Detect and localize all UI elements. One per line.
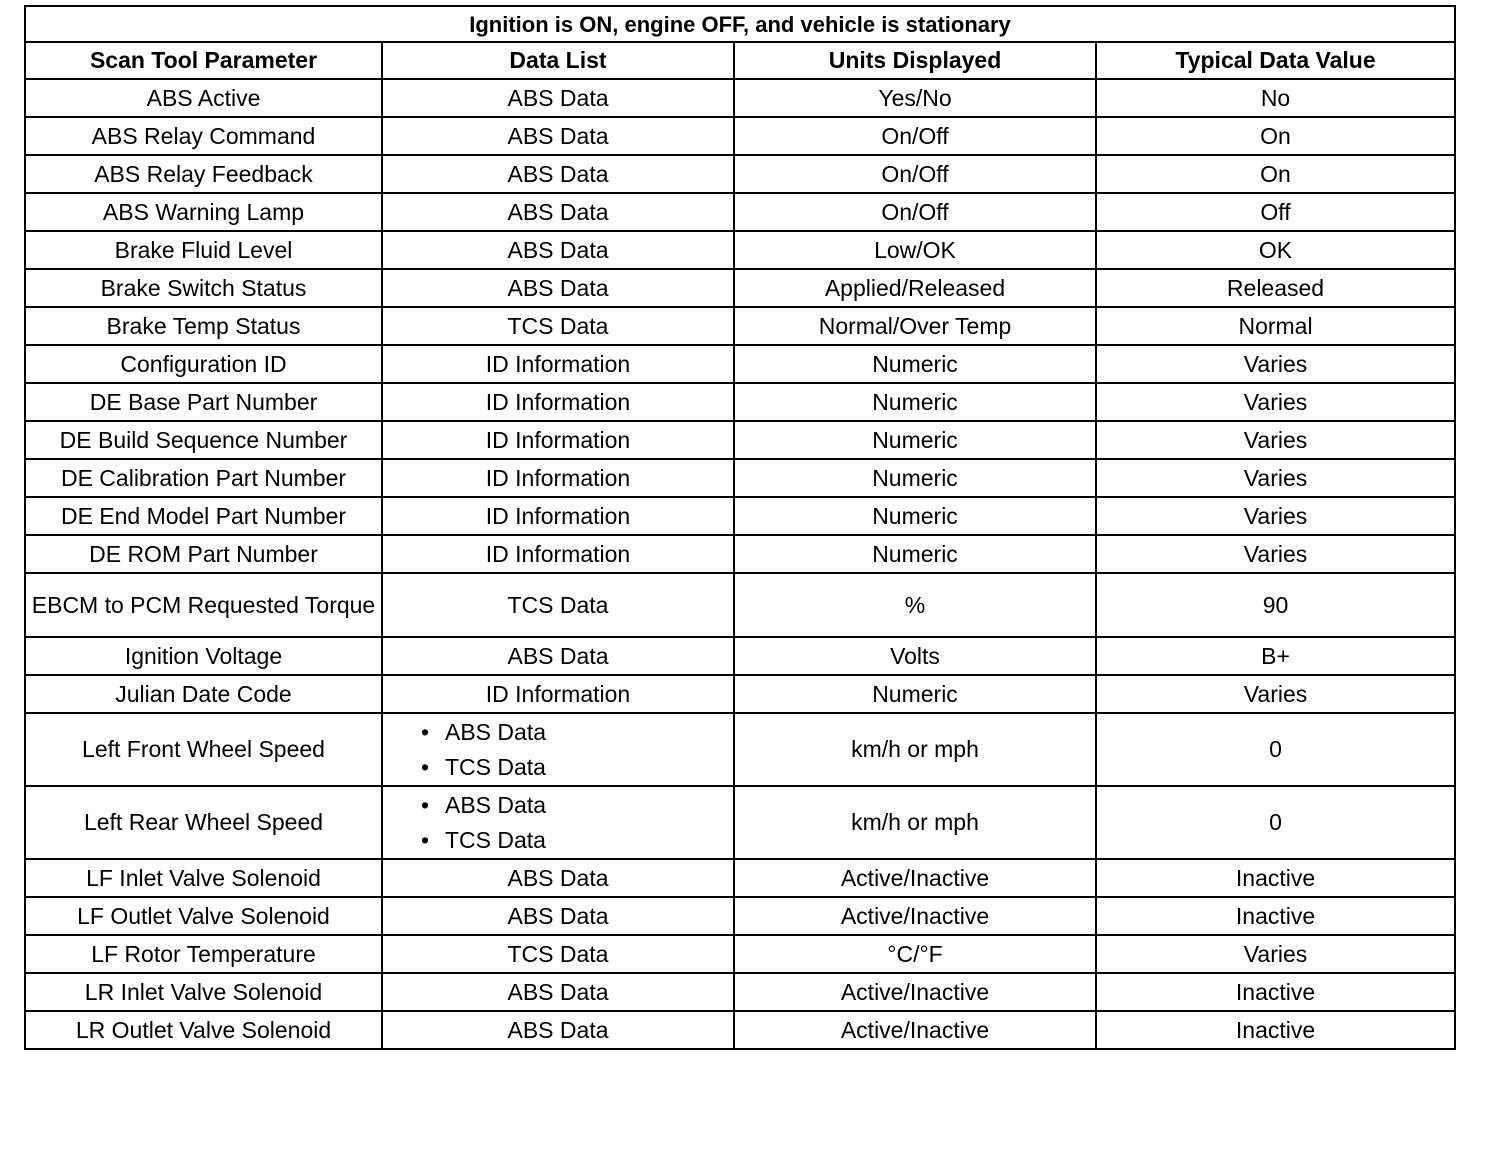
value-cell: 0 — [1096, 786, 1455, 859]
data-list-cell: ABS Data — [382, 269, 734, 307]
parameter-cell: LR Inlet Valve Solenoid — [25, 973, 382, 1011]
data-list-cell: ID Information — [382, 497, 734, 535]
value-cell: OK — [1096, 231, 1455, 269]
units-cell: Numeric — [734, 675, 1096, 713]
parameter-cell: ABS Relay Command — [25, 117, 382, 155]
value-cell: 0 — [1096, 713, 1455, 786]
table-row — [25, 637, 1455, 675]
data-list-cell: ABS Data — [382, 155, 734, 193]
column-header-typical-value: Typical Data Value — [1096, 42, 1455, 79]
parameter-cell: ABS Warning Lamp — [25, 193, 382, 231]
parameter-cell: Ignition Voltage — [25, 637, 382, 675]
units-cell: Active/Inactive — [734, 897, 1096, 935]
units-cell: Active/Inactive — [734, 973, 1096, 1011]
units-cell: Numeric — [734, 497, 1096, 535]
value-cell: Inactive — [1096, 897, 1455, 935]
bullet-icon: • — [421, 791, 430, 818]
units-cell: % — [734, 573, 1096, 637]
units-cell: Active/Inactive — [734, 1011, 1096, 1049]
list-item — [421, 715, 729, 750]
data-list-cell: ABS Data — [382, 897, 734, 935]
parameter-cell: LF Outlet Valve Solenoid — [25, 897, 382, 935]
units-cell: Numeric — [734, 383, 1096, 421]
data-list-cell: ABS Data — [382, 231, 734, 269]
data-list-cell — [382, 786, 734, 859]
units-cell: Active/Inactive — [734, 859, 1096, 897]
table-row — [25, 897, 1455, 935]
units-cell: Applied/Released — [734, 269, 1096, 307]
bullet-icon: • — [421, 753, 430, 780]
bullet-icon: • — [421, 826, 430, 853]
table-row — [25, 345, 1455, 383]
data-list-cell: ABS Data — [382, 193, 734, 231]
data-list-cell: ABS Data — [382, 637, 734, 675]
units-cell: km/h or mph — [734, 713, 1096, 786]
table-row — [25, 497, 1455, 535]
column-header-data-list: Data List — [382, 42, 734, 79]
value-cell: Varies — [1096, 459, 1455, 497]
table-row — [25, 421, 1455, 459]
parameter-cell: DE Base Part Number — [25, 383, 382, 421]
data-list-cell: ABS Data — [382, 1011, 734, 1049]
units-cell: Yes/No — [734, 79, 1096, 117]
table-row — [25, 713, 1455, 786]
scan-tool-data-table — [24, 5, 1456, 1050]
units-cell: On/Off — [734, 193, 1096, 231]
units-cell: Volts — [734, 637, 1096, 675]
table-row — [25, 973, 1455, 1011]
list-item — [421, 750, 729, 785]
table-row — [25, 269, 1455, 307]
value-cell: On — [1096, 117, 1455, 155]
bullet-text: TCS Data — [445, 826, 546, 853]
value-cell: Released — [1096, 269, 1455, 307]
value-cell: Varies — [1096, 935, 1455, 973]
bullet-icon: • — [421, 718, 430, 745]
table-row — [25, 573, 1455, 637]
condition-header: Ignition is ON, engine OFF, and vehicle is stationary — [25, 6, 1455, 42]
list-item — [421, 823, 729, 858]
data-list-cell: TCS Data — [382, 307, 734, 345]
bullet-text: ABS Data — [445, 718, 546, 745]
data-list-cell: ABS Data — [382, 79, 734, 117]
column-header-parameter: Scan Tool Parameter — [25, 42, 382, 79]
units-cell: Numeric — [734, 459, 1096, 497]
table-row — [25, 935, 1455, 973]
units-cell: Low/OK — [734, 231, 1096, 269]
data-list-cell: TCS Data — [382, 573, 734, 637]
table-row — [25, 307, 1455, 345]
parameter-cell: DE End Model Part Number — [25, 497, 382, 535]
value-cell: Varies — [1096, 675, 1455, 713]
table-row — [25, 383, 1455, 421]
value-cell: On — [1096, 155, 1455, 193]
parameter-cell: LF Inlet Valve Solenoid — [25, 859, 382, 897]
value-cell: Inactive — [1096, 973, 1455, 1011]
value-cell: No — [1096, 79, 1455, 117]
parameter-cell: Brake Temp Status — [25, 307, 382, 345]
table-row — [25, 193, 1455, 231]
table-row — [25, 675, 1455, 713]
parameter-cell: LR Outlet Valve Solenoid — [25, 1011, 382, 1049]
value-cell: Varies — [1096, 383, 1455, 421]
parameter-cell: LF Rotor Temperature — [25, 935, 382, 973]
table-row — [25, 155, 1455, 193]
data-list-cell: ID Information — [382, 675, 734, 713]
data-list-cell: ID Information — [382, 421, 734, 459]
parameter-cell: Julian Date Code — [25, 675, 382, 713]
parameter-cell: DE ROM Part Number — [25, 535, 382, 573]
table-row — [25, 1011, 1455, 1049]
units-cell: °C/°F — [734, 935, 1096, 973]
units-cell: Numeric — [734, 535, 1096, 573]
units-cell: On/Off — [734, 117, 1096, 155]
units-cell: On/Off — [734, 155, 1096, 193]
parameter-cell: Brake Switch Status — [25, 269, 382, 307]
value-cell: Varies — [1096, 421, 1455, 459]
units-cell: Normal/Over Temp — [734, 307, 1096, 345]
parameter-cell: DE Build Sequence Number — [25, 421, 382, 459]
parameter-cell: Brake Fluid Level — [25, 231, 382, 269]
data-list-bullets — [387, 715, 729, 785]
data-list-cell: ABS Data — [382, 973, 734, 1011]
data-list-cell — [382, 713, 734, 786]
value-cell: Inactive — [1096, 859, 1455, 897]
value-cell: Varies — [1096, 535, 1455, 573]
table-row — [25, 79, 1455, 117]
units-cell: km/h or mph — [734, 786, 1096, 859]
data-list-cell: ID Information — [382, 345, 734, 383]
table-row — [25, 859, 1455, 897]
value-cell: Varies — [1096, 345, 1455, 383]
value-cell: Varies — [1096, 497, 1455, 535]
table-row — [25, 535, 1455, 573]
value-cell: Normal — [1096, 307, 1455, 345]
column-header-units: Units Displayed — [734, 42, 1096, 79]
data-list-cell: TCS Data — [382, 935, 734, 973]
parameter-cell: ABS Relay Feedback — [25, 155, 382, 193]
data-list-cell: ID Information — [382, 459, 734, 497]
value-cell: 90 — [1096, 573, 1455, 637]
data-list-cell: ID Information — [382, 383, 734, 421]
value-cell: Off — [1096, 193, 1455, 231]
table-row — [25, 231, 1455, 269]
parameter-cell: EBCM to PCM Requested Torque — [25, 573, 382, 637]
data-list-cell: ABS Data — [382, 859, 734, 897]
parameter-cell: Configuration ID — [25, 345, 382, 383]
parameter-cell: Left Rear Wheel Speed — [25, 786, 382, 859]
data-list-cell: ABS Data — [382, 117, 734, 155]
units-cell: Numeric — [734, 345, 1096, 383]
parameter-cell: ABS Active — [25, 79, 382, 117]
list-item — [421, 788, 729, 823]
parameter-cell: DE Calibration Part Number — [25, 459, 382, 497]
bullet-text: TCS Data — [445, 753, 546, 780]
units-cell: Numeric — [734, 421, 1096, 459]
bullet-text: ABS Data — [445, 791, 546, 818]
table-row — [25, 786, 1455, 859]
data-list-cell: ID Information — [382, 535, 734, 573]
data-list-bullets — [387, 788, 729, 858]
table-row — [25, 459, 1455, 497]
table-row — [25, 117, 1455, 155]
value-cell: B+ — [1096, 637, 1455, 675]
value-cell: Inactive — [1096, 1011, 1455, 1049]
parameter-cell: Left Front Wheel Speed — [25, 713, 382, 786]
